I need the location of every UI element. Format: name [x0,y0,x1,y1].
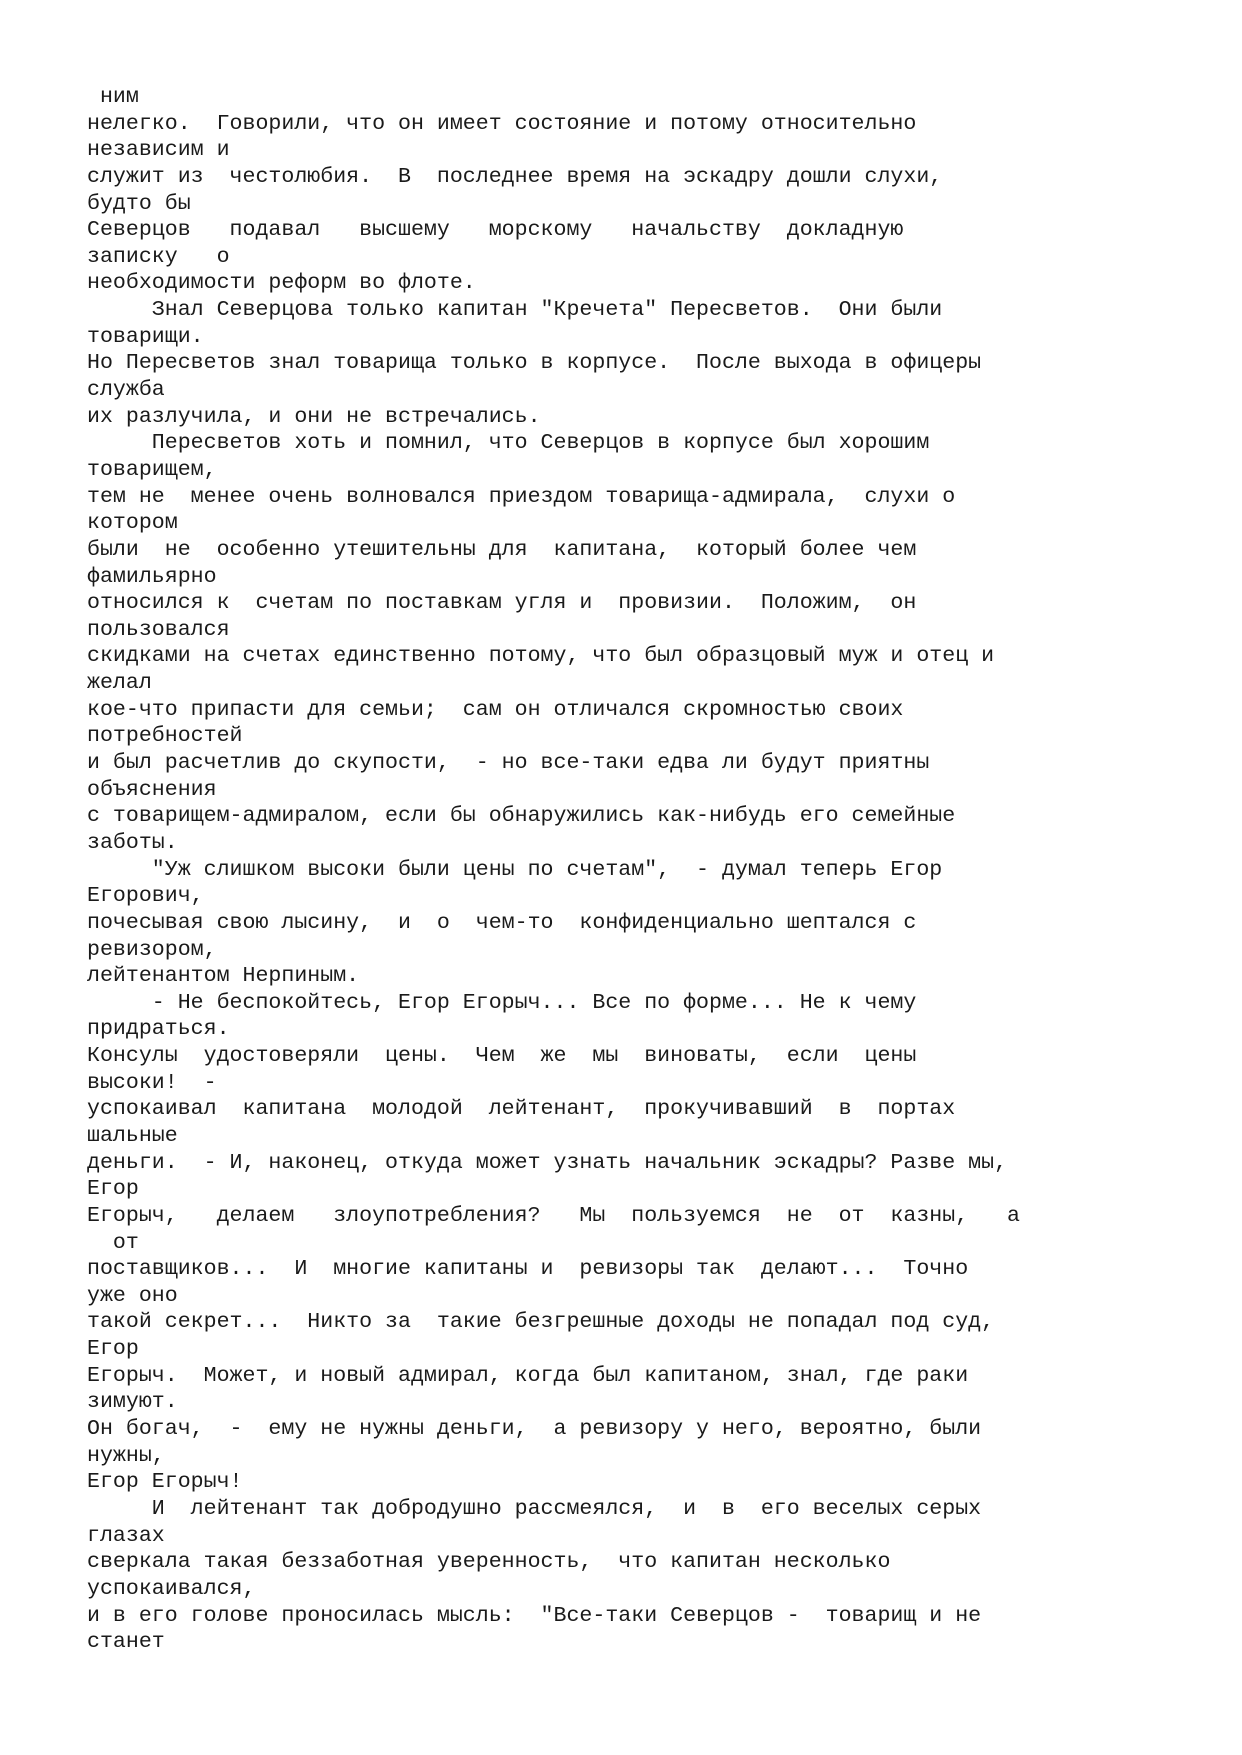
text-line: желал [87,671,152,696]
text-line: нужны, [87,1443,165,1468]
text-line: потребностей [87,724,243,749]
text-line: Егор Егорыч! [87,1470,243,1495]
text-line: станет [87,1630,165,1655]
text-line: почесывая свою лысину, и о чем-то конфиденциально шептался с [87,910,917,935]
text-line: товарищем, [87,457,217,482]
text-line: глазах [87,1523,165,1548]
text-line: будто бы [87,191,191,216]
text-line: служит из честолюбия. В последнее время на эскадру дошли слухи, [87,164,943,189]
text-line: такой секрет... Никто за такие безгрешные доходы не попадал под суд, [87,1310,995,1335]
text-line: ревизором, [87,937,217,962]
text-line: высоки! - [87,1070,217,1095]
text-line: успокаивал капитана молодой лейтенант, прокучивавший в портах [87,1097,956,1122]
text-line: объяснения [87,777,217,802]
text-line: - Не беспокойтесь, Егор Егорыч... Все по форме... Не к чему [87,990,917,1015]
text-line: Но Пересветов знал товарища только в корпусе. После выхода в офицеры [87,351,982,376]
text-line: деньги. - И, наконец, откуда может узнать начальник эскадры? Разве мы, [87,1150,1008,1175]
text-line: кое-что припасти для семьи; сам он отличался скромностью своих [87,697,904,722]
text-line: успокаивался, [87,1576,256,1601]
text-line: Он богач, - ему не нужны деньги, а ревизору у него, вероятно, были [87,1417,982,1442]
document-page [87,84,1217,1656]
text-line: Пересветов хоть и помнил, что Северцов в корпусе был хорошим [87,431,930,456]
text-line: заботы. [87,830,178,855]
text-line: лейтенантом Нерпиным. [87,964,360,989]
text-line: уже оно [87,1283,178,1308]
text-line: с товарищем-адмиралом, если бы обнаружились как-нибудь его семейные [87,804,956,829]
text-line: Знал Северцова только капитан "Кречета" Пересветов. Они были [87,298,943,323]
text-line: и в его голове проносилась мысль: "Все-таки Северцов - товарищ и не [87,1603,982,1628]
text-line: ним [87,85,139,109]
text-line: зимуют. [87,1390,178,1415]
text-line: относился к счетам по поставкам угля и провизии. Положим, он [87,591,917,616]
text-line: были не особенно утешительны для капитана, который более чем [87,537,917,562]
text-line: Консулы удостоверяли цены. Чем же мы виноваты, если цены [87,1044,917,1069]
text-line: поставщиков... И многие капитаны и ревизоры так делают... Точно [87,1257,969,1282]
text-line: скидками на счетах единственно потому, что был образцовый муж и отец и [87,644,995,669]
text-line: Северцов подавал высшему морскому начальству докладную [87,218,904,243]
text-line: придраться. [87,1017,230,1042]
text-line: от [87,1230,139,1255]
text-line: сверкала такая беззаботная уверенность, что капитан несколько [87,1550,891,1575]
text-line: независим и [87,138,230,163]
text-line: И лейтенант так добродушно рассмеялся, и в его веселых серых [87,1496,982,1521]
text-line: пользовался [87,617,230,642]
text-line: котором [87,511,178,536]
text-line: нелегко. Говорили, что он имеет состояние и потому относительно [87,111,917,136]
text-line: необходимости реформ во флоте. [87,271,476,296]
text-line: и был расчетлив до скупости, - но все-таки едва ли будут приятны [87,751,930,776]
text-line: Егорыч, делаем злоупотребления? Мы пользуемся не от казны, а [87,1203,1021,1228]
text-line: "Уж слишком высоки были цены по счетам", - думал теперь Егор [87,857,943,882]
text-line: Егорович, [87,884,204,909]
text-line: записку о [87,244,230,269]
text-line: Егор [87,1337,139,1362]
text-line: их разлучила, и они не встречались. [87,404,541,429]
text-line: товарищи. [87,324,204,349]
text-line: тем не менее очень волновался приездом товарища-адмирала, слухи о [87,484,956,509]
text-line: фамильярно [87,564,217,589]
text-line: Егорыч. Может, и новый адмирал, когда был капитаном, знал, где раки [87,1363,969,1388]
text-line: служба [87,378,165,403]
text-line: Егор [87,1177,139,1202]
text-line: шальные [87,1123,178,1148]
